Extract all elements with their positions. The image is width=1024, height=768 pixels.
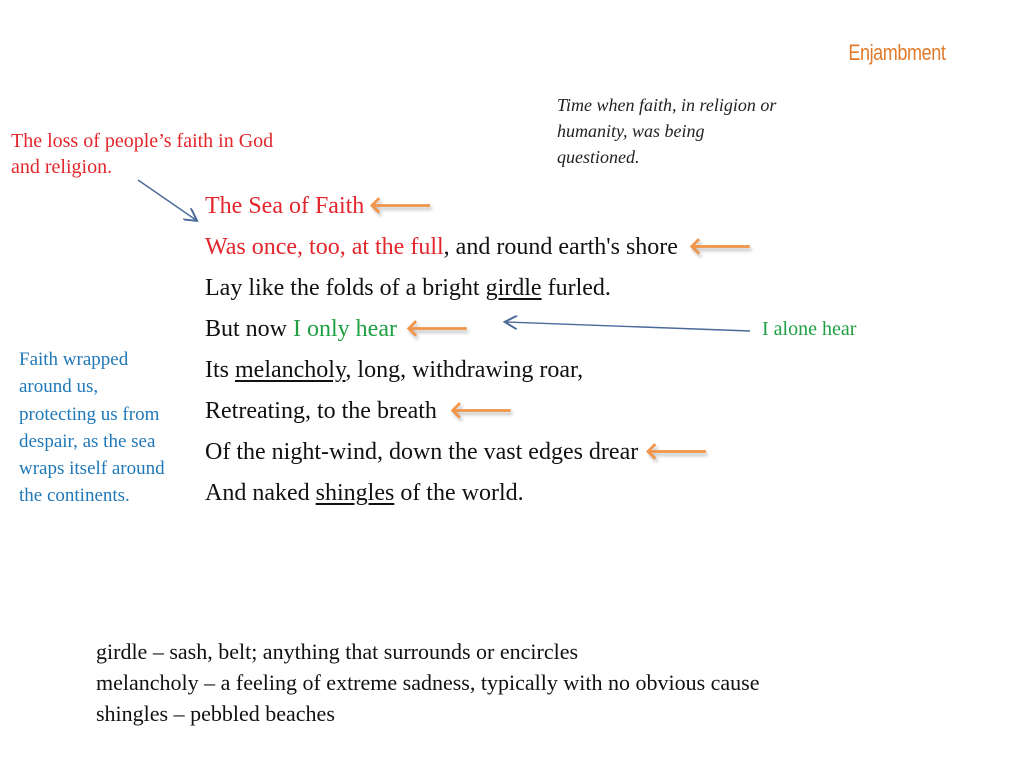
poem-text: Of the night-wind, down the vast edges drear (205, 439, 639, 465)
left-arrow-icon: 🡐 (687, 232, 753, 260)
poem-highlight-full: Was once, too, at the full (205, 234, 444, 260)
underlined-shingles: shingles (315, 480, 395, 506)
left-arrow-icon: 🡐 (404, 314, 470, 342)
poem-text: furled. (541, 275, 611, 301)
poem-line-5 (205, 352, 752, 393)
poem-text: Retreating, to the breath (205, 398, 437, 424)
poem-line-7 (205, 434, 752, 475)
left-arrow-icon: 🡐 (644, 437, 709, 465)
left-arrow-icon: 🡐 (448, 396, 514, 424)
poem-line-8 (205, 475, 752, 516)
glossary-item-girdle: girdle – sash, belt; anything that surrounds or encircles (96, 639, 579, 664)
poem-line-1 (205, 188, 752, 229)
loss-connector-arrow (138, 180, 196, 220)
underlined-girdle: girdle (485, 275, 542, 301)
poem-text: Its (205, 357, 235, 383)
poem-line-4 (205, 311, 752, 352)
poem-text: of the world. (394, 480, 524, 506)
poem-text: , long, withdrawing roar, (345, 357, 584, 383)
poem-text: , and round earth's shore (443, 234, 678, 260)
poem-excerpt (205, 188, 752, 516)
left-arrow-icon: 🡐 (368, 191, 433, 219)
underlined-melancholy: melancholy (235, 357, 346, 383)
alone-annotation: I alone hear (762, 318, 857, 340)
slide-title: Enjambment (848, 40, 946, 65)
loss-annotation: The loss of people’s faith in God and religion. (11, 130, 274, 178)
poem-line-3 (205, 270, 752, 311)
poem-text: Lay like the folds of a bright (205, 275, 486, 301)
glossary-item-melancholy: melancholy – a feeling of extreme sadness, typically with no obvious cause (96, 670, 760, 695)
poem-line-6 (205, 393, 752, 434)
poem-text: And naked (205, 480, 316, 506)
glossary-item-shingles: shingles – pebbled beaches (96, 701, 335, 726)
poem-line-2 (205, 229, 752, 270)
poem-highlight-only-hear: I only hear (293, 316, 397, 342)
glossary (96, 636, 759, 729)
poem-text: But now (205, 316, 294, 342)
poem-highlight-sea-of-faith: The Sea of Faith (205, 193, 365, 219)
wrap-annotation: Faith wrapped around us, protecting us from despair, as the sea wraps itself around the continents. (19, 349, 165, 507)
time-annotation: Time when faith, in religion or humanity, was being questioned. (557, 95, 777, 167)
